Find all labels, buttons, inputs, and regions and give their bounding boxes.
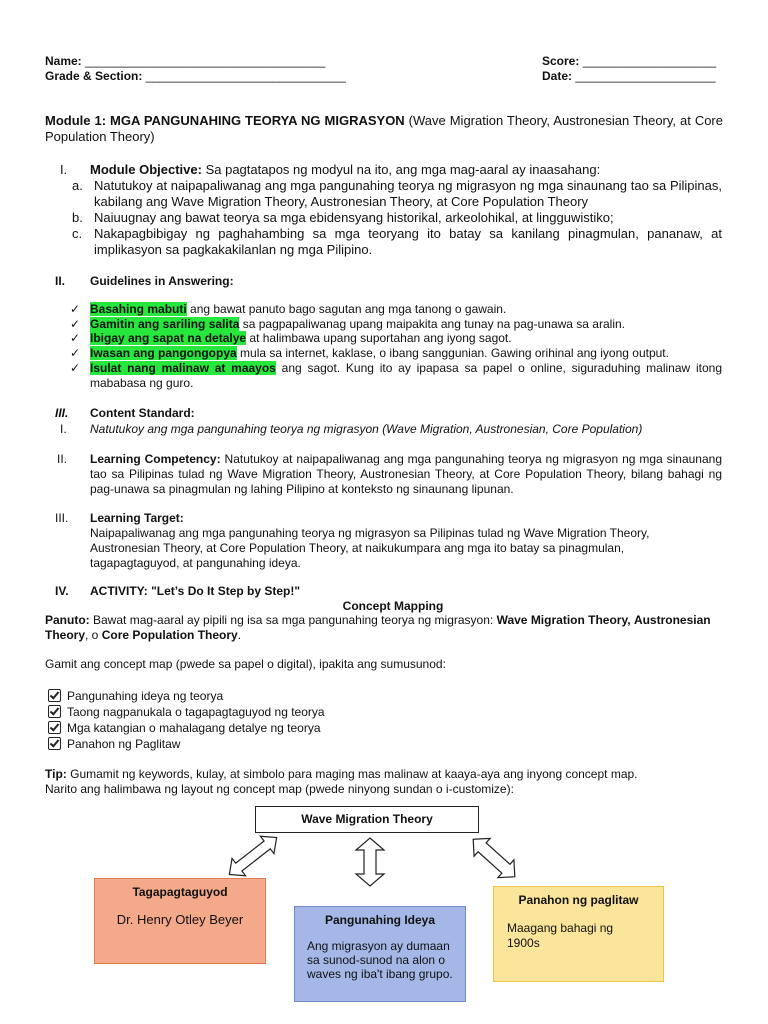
checklist-label: Mga katangian o mahalagang detalye ng teorya — [67, 721, 321, 735]
theory-core: Core Population Theory — [101, 628, 238, 642]
double-arrow-icon — [465, 830, 523, 885]
guideline-highlight: Gamitin ang sariling salita — [90, 317, 240, 331]
concept-box-body: Dr. Henry Otley Beyer — [116, 912, 244, 927]
concept-box-title: Tagapagtaguyod — [132, 885, 228, 899]
objective-item-a: Natutukoy at naipapaliwanag ang mga pangunahing teorya ng migrasyon ng mga sinaunang tao sa Pilipinas, kabilang ang Wave Migration Theory, Austronesian Theory, at Core Population Theory — [94, 178, 722, 209]
panuto-text: Bawat mag-aaral ay pipili ng isa sa mga pangunahing teorya ng migrasyon: — [89, 613, 497, 627]
objective-item-b: Naiuugnay ang bawat teorya sa mga ebidensyang historikal, arkeolohikal, at lingguwistiko; — [94, 210, 614, 225]
module-title-bold: Module 1: MGA PANGUNAHING TEORYA NG MIGRASYON — [45, 113, 405, 128]
activity-label: ACTIVITY: "Let’s Do It Step by Step!" — [90, 584, 301, 598]
guideline-text: at halimbawa upang suportahan ang iyong sagot. — [246, 331, 512, 345]
objective-item-a-letter: a. — [72, 178, 83, 193]
grade-line: ______________________________ — [145, 69, 346, 83]
content-standard-numeral: III. — [55, 406, 69, 420]
content-standard-label: Content Standard: — [90, 406, 195, 420]
concept-box-title: Panahon ng paglitaw — [518, 893, 639, 907]
activity-subtitle: Concept Mapping — [342, 599, 444, 613]
guideline-highlight: Isulat nang malinaw at maayos — [90, 361, 276, 375]
module-title-rest: (Wave Migration Theory, Austronesian Theory, at Core Population Theory) — [45, 113, 723, 144]
date-line: _____________________ — [575, 69, 716, 83]
concept-box-proponent — [94, 878, 266, 964]
guidelines-numeral: II. — [55, 274, 66, 288]
guidelines-label: Guidelines in Answering: — [90, 274, 234, 288]
double-arrow-icon — [223, 829, 284, 883]
score-label: Score: — [542, 54, 580, 68]
competency-numeral: II. — [57, 452, 68, 466]
panuto-sep: , o — [85, 628, 102, 642]
objective-item-c: Nakapagbibigay ng paghahambing sa mga teoryang ito batay sa kanilang pinagmulan, pananaw, at implikasyon sa pagkakakilanlan ng mga Pilipino. — [94, 226, 722, 257]
narito-text: Narito ang halimbawa ng layout ng concept map (pwede ninyong sundan o i-customize): — [45, 782, 514, 796]
name-line: ____________________________________ — [85, 54, 326, 68]
target-label: Learning Target: — [90, 511, 184, 525]
guideline-text: ang sagot. Kung ito ay ipapasa sa papel o online, siguraduhing malinaw itong mababasa ng guro. — [90, 361, 722, 390]
check-icon: ✓ — [70, 346, 81, 360]
checklist-label: Panahon ng Paglitaw — [67, 737, 181, 751]
gamit-text: Gamit ang concept map (pwede sa papel o digital), ipakita ang sumusunod: — [45, 657, 446, 671]
check-icon: ✓ — [70, 331, 81, 345]
guideline-text: sa pagpapaliwanag upang maipakita ang tunay na pag-unawa sa aralin. — [239, 317, 625, 331]
target-numeral: III. — [55, 511, 69, 525]
guideline-highlight: Basahing mabuti — [90, 302, 187, 316]
objective-item-b-letter: b. — [72, 210, 83, 225]
objective-label: Module Objective: — [90, 162, 202, 177]
concept-box-body: Ang migrasyon ay dumaan sa sunod-sunod na alon o waves ng iba't ibang grupo. — [307, 939, 453, 981]
concept-box-main-idea — [294, 906, 466, 1002]
tip-text: Gumamit ng keywords, kulay, at simbolo para maging mas malinaw at kaaya-aya ang inyong concept map. — [66, 767, 638, 781]
tip-label: Tip: — [45, 767, 67, 781]
score-line: ____________________ — [582, 54, 717, 68]
checklist-label: Taong nagpanukala o tagapagtaguyod ng teorya — [67, 705, 325, 719]
activity-numeral: IV. — [55, 584, 69, 598]
checklist-label: Pangunahing ideya ng teorya — [67, 689, 224, 703]
grade-label: Grade & Section: — [45, 69, 143, 83]
check-icon: ✓ — [70, 317, 81, 331]
target-text: Naipapaliwanag ang mga pangunahing teorya ng migrasyon sa Pilipinas tulad ng Wave Migration Theory, Austronesian Theory, at Core Population Theory, at naikukumpara ang mga ito batay sa pinagmulan, tagapagtaguyod, at pangunahing ideya. — [90, 526, 650, 570]
name-label: Name: — [45, 54, 82, 68]
check-icon: ✓ — [70, 361, 81, 375]
concept-box-emergence — [493, 886, 664, 982]
content-standard-sub-numeral: I. — [60, 422, 67, 436]
competency-label: Learning Competency: — [90, 452, 221, 466]
date-label: Date: — [542, 69, 573, 83]
concept-box-body: Maagang bahagi ng 1900s — [507, 921, 614, 950]
guideline-text: ang bawat panuto bago sagutan ang mga tanong o gawain. — [186, 302, 507, 316]
panuto-end: . — [237, 628, 242, 642]
check-icon: ✓ — [70, 302, 81, 316]
theory-wave: Wave Migration Theory, — [496, 613, 631, 627]
concept-map-center-label: Wave Migration Theory — [301, 812, 433, 826]
objective-item-c-letter: c. — [72, 226, 83, 241]
panuto-label: Panuto: — [45, 613, 90, 627]
objective-numeral: I. — [60, 162, 68, 177]
concept-box-title: Pangunahing Ideya — [324, 913, 435, 927]
theory-austronesian: Austronesian Theory — [45, 613, 711, 642]
guideline-highlight: Iwasan ang pangongopya — [90, 346, 237, 360]
competency-text: Natutukoy at naipapaliwanag ang mga pangunahing teorya ng migrasyon ng mga sinaunang tao sa Pilipinas tulad ng Wave Migration Theory, Austronesian Theory, at Core Population Theory, bilang bahagi ng pag-unawa sa pinagmulan ng lahing Pilipino at konteksto ng sinaunang lipunan. — [90, 452, 722, 496]
guideline-highlight: Ibigay ang sapat na detalye — [90, 331, 247, 345]
objective-text: Sa pagtatapos ng modyul na ito, ang mga mag-aaral ay inaasahang: — [201, 162, 601, 177]
double-arrow-icon — [356, 838, 384, 886]
content-standard-text: Natutukoy ang mga pangunahing teorya ng migrasyon (Wave Migration, Austronesian, Core Population) — [90, 422, 643, 436]
guideline-text: mula sa internet, kaklase, o ibang sanggunian. Gawing orihinal ang iyong output. — [236, 346, 669, 360]
